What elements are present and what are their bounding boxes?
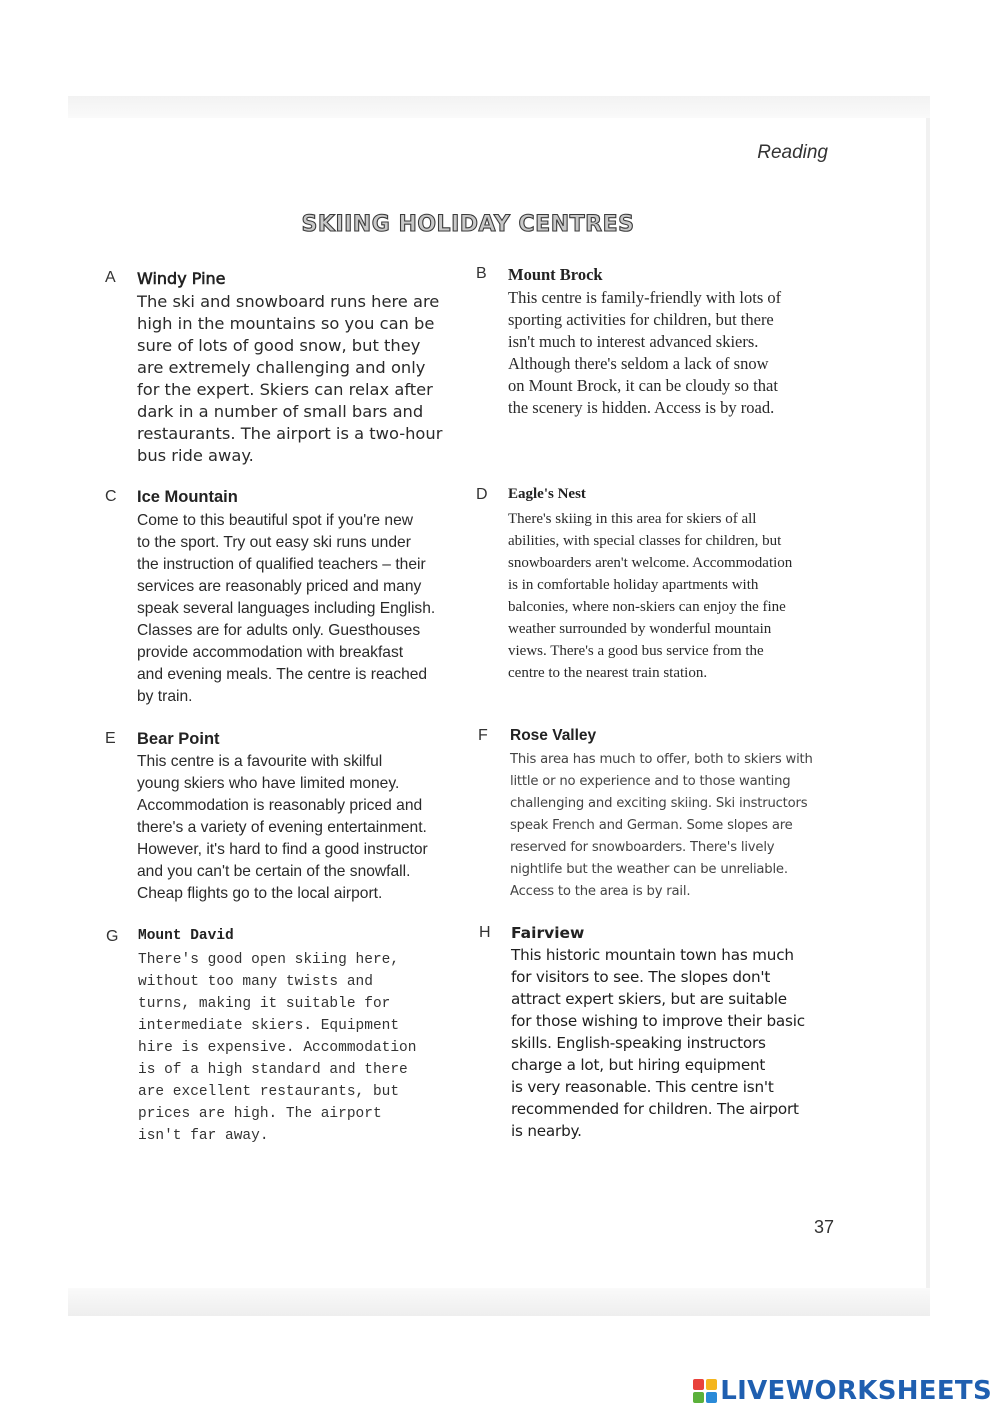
- centre-name: Eagle's Nest: [508, 486, 586, 502]
- scan-margin-right: [926, 118, 930, 1288]
- section-label: Reading: [757, 142, 828, 163]
- centre-name: Fairview: [511, 924, 585, 942]
- centre-description: The ski and snowboard runs here are high in the mountains so you can be sure of lots of good snow, but they are extremely challenging and only for the expert. Skiers can relax after dark in a number of small bars and restaurants. The airport is a two-hour bus ride away.: [137, 292, 443, 465]
- centre-name: Mount David: [138, 928, 234, 944]
- entry-letter: E: [105, 730, 116, 747]
- centre-description: Come to this beautiful spot if you're new to the sport. Try out easy ski runs under the instruction of qualified teachers – their services are reasonably priced and many speak several languages including English. Classes are for adults only. Guesthouses provide accommodation with breakfast and evening meals. The centre is reached by train.: [137, 512, 436, 705]
- centre-description: There's good open skiing here, without too many twists and turns, making it suitable for intermediate skiers. Equipment hire is expensive. Accommodation is of a high standard and there are excellent restaurants, but prices are high. The airport isn't far away.: [138, 952, 417, 1144]
- entry-letter: A: [105, 269, 116, 286]
- centre-description: This area has much to offer, both to skiers with little or no experience and to those wanting challenging and exciting skiing. Ski instructors speak French and German. Some slopes are reserved for snowboarders. There's lively nightlife but the weather can be unreliable. Access to the area is by rail.: [510, 752, 813, 899]
- centre-name: Windy Pine: [137, 269, 226, 288]
- centre-name: Rose Valley: [510, 727, 597, 744]
- entry-letter: B: [476, 265, 487, 282]
- logo-square-yellow: [706, 1379, 717, 1390]
- page-title: SKIING HOLIDAY CENTRES: [301, 212, 635, 237]
- centre-description: This centre is family-friendly with lots of sporting activities for children, but there isn't much to interest advanced skiers. Although there's seldom a lack of snow on Mount Brock, it can be cloudy so that the scenery is hidden. Access is by road.: [508, 288, 782, 417]
- centre-name: Mount Brock: [508, 265, 603, 284]
- centre-description: This historic mountain town has much for visitors to see. The slopes don't attract expert skiers, but are suitable for those wishing to improve their basic skills. English-speaking instructors charge a lot, but hiring equipment is very reasonable. This centre isn't recommended for children. The airport is nearby.: [511, 946, 805, 1140]
- centre-name: Bear Point: [137, 730, 220, 748]
- watermark-text: LIVEWORKSHEETS: [720, 1376, 992, 1406]
- liveworksheets-logo-icon: [693, 1379, 717, 1403]
- entry-letter: H: [479, 924, 491, 941]
- entry-letter: C: [105, 488, 117, 505]
- logo-square-green: [693, 1392, 704, 1403]
- centre-description: There's skiing in this area for skiers of all abilities, with special classes for children, but snowboarders aren't welcome. Accommodation is in comfortable holiday apartments with balconies, where non-skiers can enjoy the fine weather surrounded by wonderful mountain views. There's a good bus service from the centre to the nearest train station.: [508, 511, 793, 681]
- centre-name: Ice Mountain: [137, 488, 238, 506]
- centre-description: This centre is a favourite with skilful young skiers who have limited money. Accommodation is reasonably priced and there's a variety of evening entertainment. However, it's hard to find a good instructor and you can't be certain of the snowfall. Cheap flights go to the local airport.: [137, 753, 428, 902]
- entry-letter: D: [476, 486, 488, 503]
- liveworksheets-watermark: [693, 1376, 992, 1406]
- scan-margin-top: [68, 96, 930, 118]
- entry-letter: G: [106, 928, 119, 945]
- entry-letter: F: [478, 727, 488, 744]
- logo-square-red: [693, 1379, 704, 1390]
- page-number: 37: [813, 1217, 834, 1237]
- logo-square-blue: [706, 1392, 717, 1403]
- scan-margin-bottom: [68, 1288, 930, 1316]
